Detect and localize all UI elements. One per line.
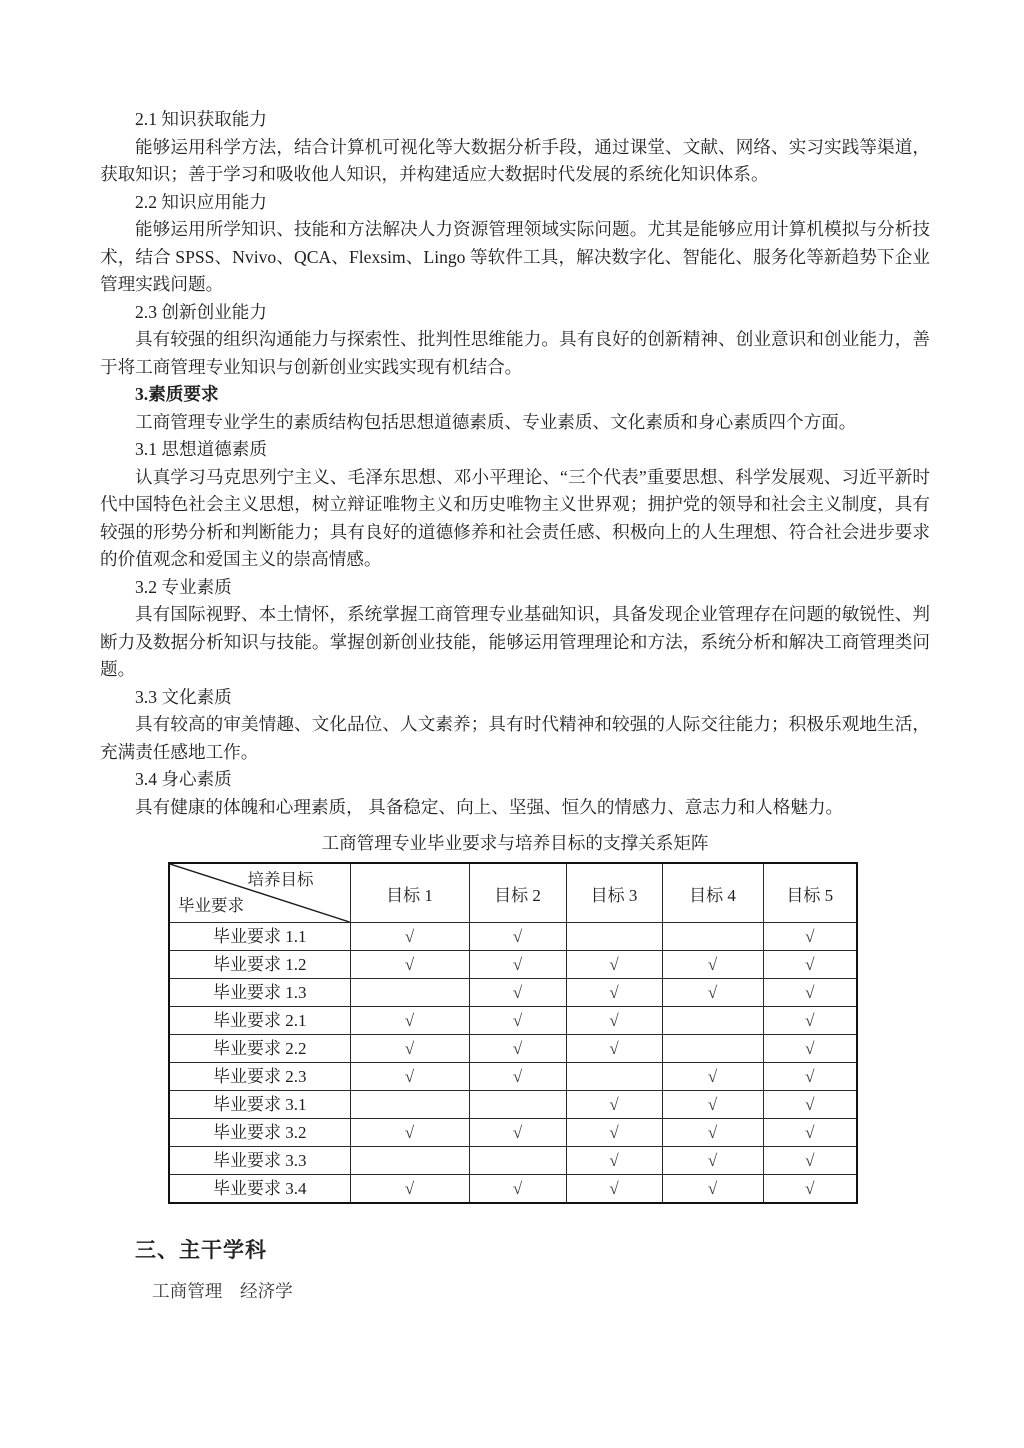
matrix-row-label: 毕业要求 1.1 [169,923,350,951]
matrix-row [169,923,857,951]
matrix-check-cell: √ [350,951,469,979]
matrix-check-cell: √ [662,1175,763,1204]
matrix-col-header-2: 目标 2 [469,863,566,923]
matrix-check-cell: √ [763,979,857,1007]
corner-label-requirements: 毕业要求 [178,896,244,915]
matrix-row-label: 毕业要求 1.3 [169,979,350,1007]
matrix-table-title: 工商管理专业毕业要求与培养目标的支撑关系矩阵 [321,833,709,853]
section-body-3-4: 具有健康的体魄和心理素质， 具备稳定、向上、坚强、恒久的情感力、意志力和人格魅力。 [135,796,844,817]
matrix-row [169,1147,857,1175]
matrix-row [169,1175,857,1204]
matrix-check-cell: √ [763,1063,857,1091]
matrix-check-cell: √ [662,951,763,979]
matrix-row [169,1091,857,1119]
matrix-check-cell: √ [566,951,662,979]
matrix-check-cell: √ [566,1091,662,1119]
section-body-2-3: 具有较强的组织沟通能力与探索性、批判性思维能力。具有良好的创新精神、创业意识和创业能力，善于将工商管理专业知识与创新创业实践实现有机结合。 [100,329,930,377]
matrix-check-cell: √ [763,951,857,979]
matrix-check-cell: √ [469,979,566,1007]
matrix-empty-cell [566,1063,662,1091]
matrix-row-label: 毕业要求 3.2 [169,1119,350,1147]
matrix-row [169,1063,857,1091]
matrix-check-cell: √ [763,1119,857,1147]
matrix-check-cell: √ [763,1147,857,1175]
matrix-row-label: 毕业要求 3.3 [169,1147,350,1175]
matrix-check-cell: √ [469,923,566,951]
matrix-check-cell: √ [350,1175,469,1204]
section-heading-3-2: 3.2 专业素质 [135,576,232,597]
matrix-check-cell: √ [763,1175,857,1204]
matrix-check-cell: √ [763,1007,857,1035]
section-heading-3: 3.素质要求 [135,384,219,404]
section-heading-2-1: 2.1 知识获取能力 [135,109,267,129]
section-heading-3-1: 3.1 思想道德素质 [135,439,267,459]
matrix-row-label: 毕业要求 3.4 [169,1175,350,1204]
matrix-check-cell: √ [662,1091,763,1119]
matrix-check-cell: √ [763,1035,857,1063]
section-heading-2-2: 2.2 知识应用能力 [135,191,267,212]
matrix-check-cell: √ [566,979,662,1007]
matrix-check-cell: √ [662,1063,763,1091]
matrix-check-cell: √ [566,1007,662,1035]
matrix-check-cell: √ [662,1119,763,1147]
section-heading-3-4: 3.4 身心素质 [135,769,232,789]
section-heading-3-3: 3.3 文化素质 [135,686,232,707]
matrix-empty-cell [350,979,469,1007]
matrix-check-cell: √ [662,979,763,1007]
matrix-check-cell: √ [469,1175,566,1204]
matrix-check-cell: √ [763,1091,857,1119]
section-body-3: 工商管理专业学生的素质结构包括思想道德素质、专业素质、文化素质和身心素质四个方面。 [135,411,857,432]
matrix-check-cell: √ [350,1063,469,1091]
matrix-empty-cell [566,923,662,951]
matrix-check-cell: √ [469,1063,566,1091]
document-content [100,106,930,1305]
matrix-row-label: 毕业要求 2.2 [169,1035,350,1063]
matrix-check-cell: √ [566,1175,662,1204]
section-body-3-1: 认真学习马克思列宁主义、毛泽东思想、邓小平理论、“三个代表”重要思想、科学发展观、习近平新时代中国特色社会主义思想，树立辩证唯物主义和历史唯物主义世界观；拥护党的领导和社会主义制度，具有较强的形势分析和判断能力；具有良好的道德修养和社会责任感、积极向上的人生理想、符合社会进步要求的价值观念和爱国主义的崇高情感。 [100,466,930,569]
matrix-check-cell: √ [763,923,857,951]
section-body-3-3: 具有较高的审美情趣、文化品位、人文素养；具有时代精神和较强的人际交往能力；积极乐观地生活，充满责任感地工作。 [100,714,930,762]
matrix-check-cell: √ [662,1147,763,1175]
matrix-col-header-1: 目标 1 [350,863,469,923]
matrix-check-cell: √ [350,923,469,951]
matrix-check-cell: √ [350,1035,469,1063]
matrix-row [169,1119,857,1147]
matrix-check-cell: √ [469,951,566,979]
section-body-3-2: 具有国际视野、本土情怀，系统掌握工商管理专业基础知识，具备发现企业管理存在问题的敏锐性、判断力及数据分析知识与技能。掌握创新创业技能，能够运用管理理论和方法，系统分析和解决工商管理类问题。 [100,604,930,679]
matrix-check-cell: √ [469,1007,566,1035]
matrix-corner-cell [169,863,350,923]
matrix-row [169,1035,857,1063]
corner-label-goals: 培养目标 [247,870,314,889]
matrix-check-cell: √ [350,1119,469,1147]
matrix-check-cell: √ [566,1035,662,1063]
section-body-2-1: 能够运用科学方法，结合计算机可视化等大数据分析手段，通过课堂、文献、网络、实习实践等渠道，获取知识；善于学习和吸收他人知识，并构建适应大数据时代发展的系统化知识体系。 [100,136,930,184]
section-body-2-2: 能够运用所学知识、技能和方法解决人力资源管理领域实际问题。尤其是能够应用计算机模拟与分析技术，结合 SPSS、Nvivo、QCA、Flexsim、Lingo 等软件工具，解决数字化、智能化、服务化等新趋势下企业管理实践问题。 [100,219,930,294]
matrix-empty-cell [469,1091,566,1119]
matrix-row [169,951,857,979]
matrix-row-label: 毕业要求 3.1 [169,1091,350,1119]
matrix-row [169,1007,857,1035]
matrix-check-cell: √ [566,1119,662,1147]
matrix-check-cell: √ [469,1119,566,1147]
matrix-empty-cell [350,1147,469,1175]
matrix-row [169,979,857,1007]
matrix-row-label: 毕业要求 2.3 [169,1063,350,1091]
main-subjects-heading: 三、主干学科 [135,1239,267,1262]
section-heading-2-3: 2.3 创新创业能力 [135,301,267,322]
matrix-check-cell: √ [566,1147,662,1175]
matrix-check-cell: √ [469,1035,566,1063]
matrix-empty-cell [350,1091,469,1119]
matrix-col-header-4: 目标 4 [662,863,763,923]
matrix-col-header-3: 目标 3 [566,863,662,923]
matrix-empty-cell [662,1007,763,1035]
matrix-check-cell: √ [350,1007,469,1035]
matrix-row-label: 毕业要求 2.1 [169,1007,350,1035]
matrix-row-label: 毕业要求 1.2 [169,951,350,979]
matrix-empty-cell [662,923,763,951]
support-matrix-table [168,862,858,1204]
matrix-empty-cell [662,1035,763,1063]
matrix-header-row [169,863,857,923]
matrix-col-header-5: 目标 5 [763,863,857,923]
main-subjects-list: 工商管理 经济学 [152,1281,293,1301]
matrix-empty-cell [469,1147,566,1175]
